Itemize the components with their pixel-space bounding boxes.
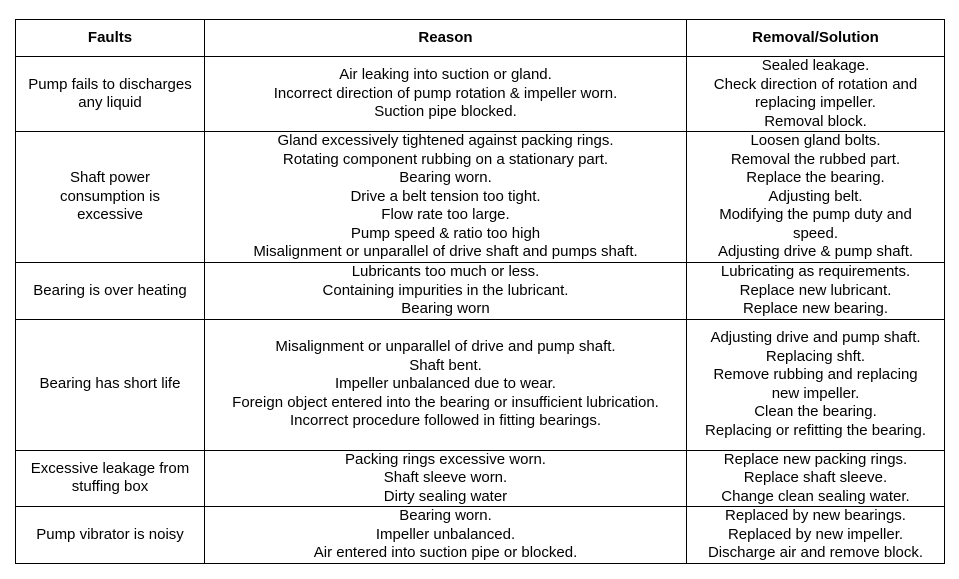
fault-cell <box>16 132 205 263</box>
solution-line: Replacing or refitting the bearing. <box>705 421 926 439</box>
reason-line: Dirty sealing water <box>383 487 508 505</box>
header-faults: Faults <box>16 20 205 57</box>
solution-line: replacing impeller. <box>755 94 876 111</box>
solution-line: Sealed leakage. <box>761 57 870 74</box>
fault-line: Pump vibrator is noisy <box>36 525 184 543</box>
header-row <box>16 20 945 57</box>
solution-line: new impeller. <box>771 384 860 402</box>
reason-line: Pump speed & ratio too high <box>350 224 541 242</box>
solution-cell <box>687 507 945 564</box>
fault-cell <box>16 263 205 320</box>
fault-line: Bearing has short life <box>39 375 181 393</box>
fault-cell <box>16 57 205 132</box>
fault-line: Pump fails to discharges <box>28 75 192 93</box>
fault-line: stuffing box <box>71 478 149 496</box>
reason-line: Rotating component rubbing on a stationary part. <box>282 150 609 168</box>
solution-line: Replace new packing rings. <box>723 450 908 468</box>
fault-line: any liquid <box>78 94 142 111</box>
reason-line: Flow rate too large. <box>381 206 510 224</box>
reason-line: Incorrect direction of pump rotation & impeller worn. <box>273 84 618 102</box>
solution-cell <box>687 450 945 507</box>
solution-line: Replace new bearing. <box>742 300 889 317</box>
table-row <box>16 57 945 132</box>
solution-cell <box>687 319 945 450</box>
fault-line: Bearing is over heating <box>33 281 187 299</box>
reason-line: Gland excessively tightened against packing rings. <box>277 132 614 150</box>
reason-line: Drive a belt tension too tight. <box>350 187 541 205</box>
reason-line: Containing impurities in the lubricant. <box>322 281 569 299</box>
solution-line: Lubricating as requirements. <box>720 263 911 280</box>
solution-line: Replace the bearing. <box>746 169 885 187</box>
solution-line: Adjusting drive & pump shaft. <box>717 243 914 261</box>
reason-line: Incorrect procedure followed in fitting bearings. <box>289 412 601 430</box>
reason-cell <box>205 319 687 450</box>
solution-line: Adjusting drive and pump shaft. <box>710 329 921 346</box>
reason-line: Misalignment or unparallel of drive shaft and pumps shaft. <box>253 243 638 261</box>
reason-line: Bearing worn. <box>399 507 492 524</box>
solution-line: Removal block. <box>764 112 867 130</box>
header-reason: Reason <box>205 20 687 57</box>
faults-table <box>15 19 945 564</box>
reason-cell <box>205 132 687 263</box>
solution-line: Discharge air and remove block. <box>707 544 924 561</box>
solution-line: Removal the rubbed part. <box>730 150 901 168</box>
fault-cell <box>16 507 205 564</box>
solution-line: Replaced by new bearings. <box>725 507 906 524</box>
solution-line: Replace shaft sleeve. <box>743 469 888 486</box>
fault-line: excessive <box>77 206 143 224</box>
reason-line: Air entered into suction pipe or blocked. <box>313 544 578 561</box>
solution-line: speed. <box>792 224 839 242</box>
table-row <box>16 132 945 263</box>
solution-cell <box>687 132 945 263</box>
table-row <box>16 450 945 507</box>
reason-line: Lubricants too much or less. <box>351 263 540 280</box>
reason-line: Shaft sleeve worn. <box>383 469 508 486</box>
reason-line: Bearing worn <box>401 300 490 317</box>
reason-line: Foreign object entered into the bearing or insufficient lubrication. <box>232 393 659 411</box>
reason-cell <box>205 507 687 564</box>
solution-line: Remove rubbing and replacing <box>713 366 918 383</box>
solution-line: Change clean sealing water. <box>721 487 910 505</box>
reason-line: Misalignment or unparallel of drive and pump shaft. <box>275 338 616 356</box>
solution-line: Check direction of rotation and <box>713 75 918 93</box>
reason-line: Bearing worn. <box>399 169 492 187</box>
fault-line: Excessive leakage from <box>30 459 190 477</box>
fault-cell <box>16 450 205 507</box>
reason-line: Shaft bent. <box>409 356 482 374</box>
header-solution: Removal/Solution <box>687 20 945 57</box>
table-row <box>16 319 945 450</box>
reason-cell <box>205 450 687 507</box>
solution-cell <box>687 57 945 132</box>
reason-line: Suction pipe blocked. <box>374 103 517 121</box>
reason-line: Impeller unbalanced. <box>375 525 516 543</box>
solution-line: Clean the bearing. <box>754 403 877 420</box>
reason-line: Packing rings excessive worn. <box>345 450 546 468</box>
solution-line: Loosen gland bolts. <box>750 132 881 150</box>
reason-cell <box>205 57 687 132</box>
table-row <box>16 263 945 320</box>
solution-line: Replaced by new impeller. <box>727 525 904 543</box>
solution-line: Replacing shft. <box>765 347 866 365</box>
reason-line: Air leaking into suction or gland. <box>339 66 552 84</box>
reason-line: Impeller unbalanced due to wear. <box>335 375 556 393</box>
fault-line: Shaft power <box>69 169 151 187</box>
solution-line: Modifying the pump duty and <box>719 206 912 224</box>
solution-line: Replace new lubricant. <box>739 281 892 299</box>
fault-line: consumption is <box>59 187 161 205</box>
fault-cell <box>16 319 205 450</box>
table-row <box>16 507 945 564</box>
solution-cell <box>687 263 945 320</box>
reason-cell <box>205 263 687 320</box>
solution-line: Adjusting belt. <box>768 187 863 205</box>
